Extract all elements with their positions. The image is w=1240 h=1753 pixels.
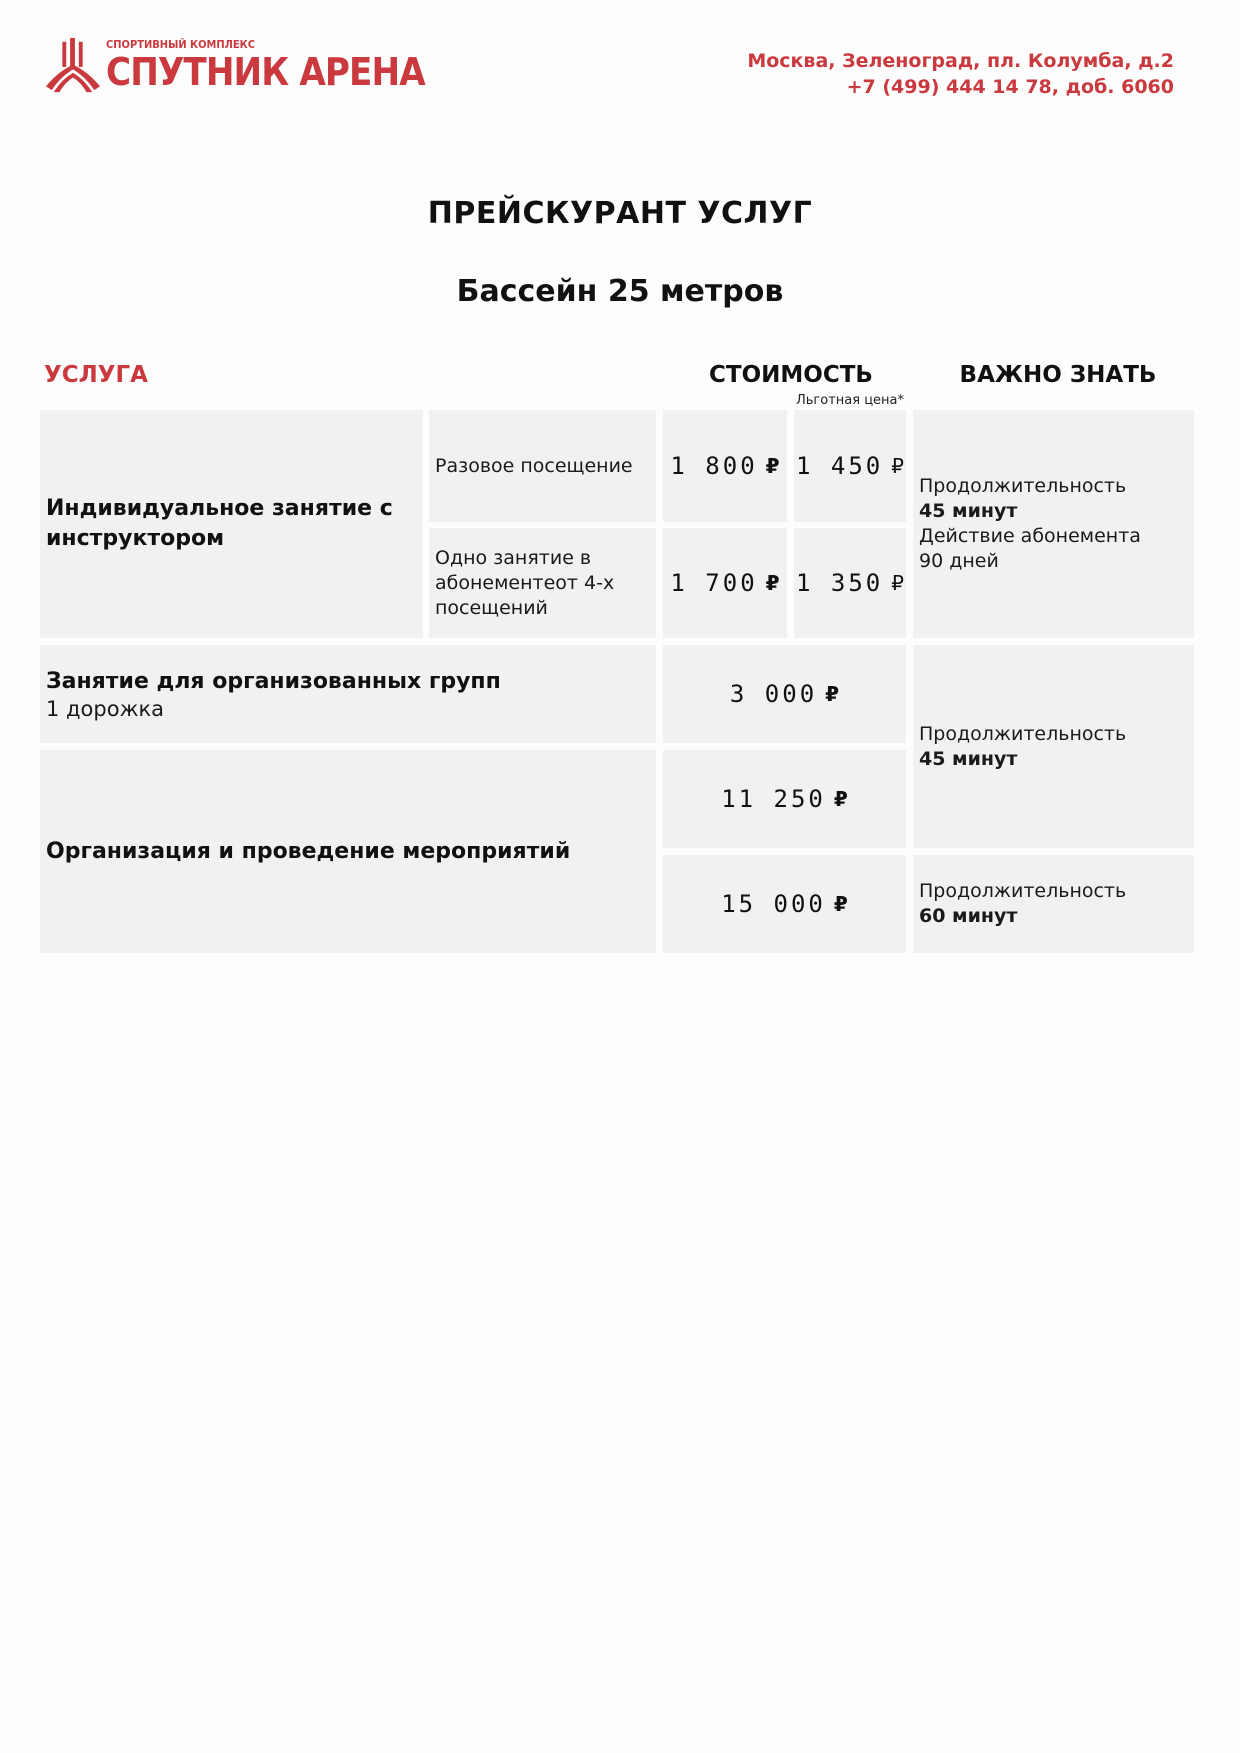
contact-block <box>747 48 1174 100</box>
option-label: Одно занятие в абонементеот 4-х посещений <box>435 546 615 619</box>
option-label: Разовое посещение <box>435 454 633 477</box>
service-name: Индивидуальное занятие с инструктором <box>46 496 393 551</box>
ruble-icon: ₽ <box>765 454 780 478</box>
note-individual <box>913 410 1194 638</box>
logo-subtitle: СПОРТИВНЫЙ КОМПЛЕКС <box>106 38 256 51</box>
column-header-note: ВАЖНО ЗНАТЬ <box>959 362 1157 388</box>
price-cell <box>663 855 906 953</box>
ruble-icon: ₽ <box>765 571 780 595</box>
ruble-icon: ₽ <box>825 682 840 706</box>
note-line: Продолжительность <box>919 475 1127 497</box>
service-individual <box>40 410 423 638</box>
ruble-icon: ₽ <box>833 787 848 811</box>
price-value: 1 350 <box>796 569 884 597</box>
discount-price-cell <box>794 410 906 522</box>
service-name: Занятие для организованных групп <box>46 668 501 694</box>
note-duration: 45 минут <box>919 500 1018 522</box>
option-single-visit <box>429 410 656 522</box>
page-subtitle: Бассейн 25 метров <box>456 274 784 309</box>
logo-icon <box>44 36 102 94</box>
service-events <box>40 750 656 953</box>
ruble-icon: ₽ <box>891 571 904 595</box>
ruble-icon: ₽ <box>833 892 848 916</box>
note-duration: 45 минут <box>919 747 1018 770</box>
price-value: 15 000 <box>721 890 826 918</box>
column-header-service: УСЛУГА <box>44 362 148 388</box>
page-title: ПРЕЙСКУРАНТ УСЛУГ <box>427 196 813 231</box>
service-groups <box>40 645 656 743</box>
option-subscription <box>429 528 656 638</box>
note-line: Продолжительность <box>919 722 1127 745</box>
price-value: 11 250 <box>721 785 826 813</box>
column-header-discount: Льготная цена* <box>796 393 905 408</box>
price-value: 3 000 <box>729 680 818 708</box>
price-value: 1 700 <box>670 569 758 597</box>
price-cell <box>663 528 787 638</box>
phone-text: +7 (499) 444 14 78, доб. 6060 <box>846 76 1174 98</box>
price-cell <box>663 410 787 522</box>
service-sub: 1 дорожка <box>46 696 165 721</box>
note-line: 90 дней <box>919 550 999 572</box>
address-text: Москва, Зеленоград, пл. Колумба, д.2 <box>747 50 1174 72</box>
price-cell <box>663 750 906 848</box>
column-header-cost: СТОИМОСТЬ <box>709 362 873 388</box>
price-value: 1 800 <box>670 452 758 480</box>
note-line: Действие абонемента <box>919 525 1141 547</box>
service-name: Организация и проведение мероприятий <box>46 838 571 864</box>
price-value: 1 450 <box>796 452 884 480</box>
note-groups-events <box>913 645 1194 848</box>
discount-price-cell <box>794 528 906 638</box>
ruble-icon: ₽ <box>891 454 904 478</box>
note-events <box>913 855 1194 953</box>
note-line: Продолжительность <box>919 880 1127 902</box>
price-cell <box>663 645 906 743</box>
logo-title: СПУТНИК АРЕНА <box>106 50 425 94</box>
note-duration: 60 минут <box>919 905 1018 927</box>
